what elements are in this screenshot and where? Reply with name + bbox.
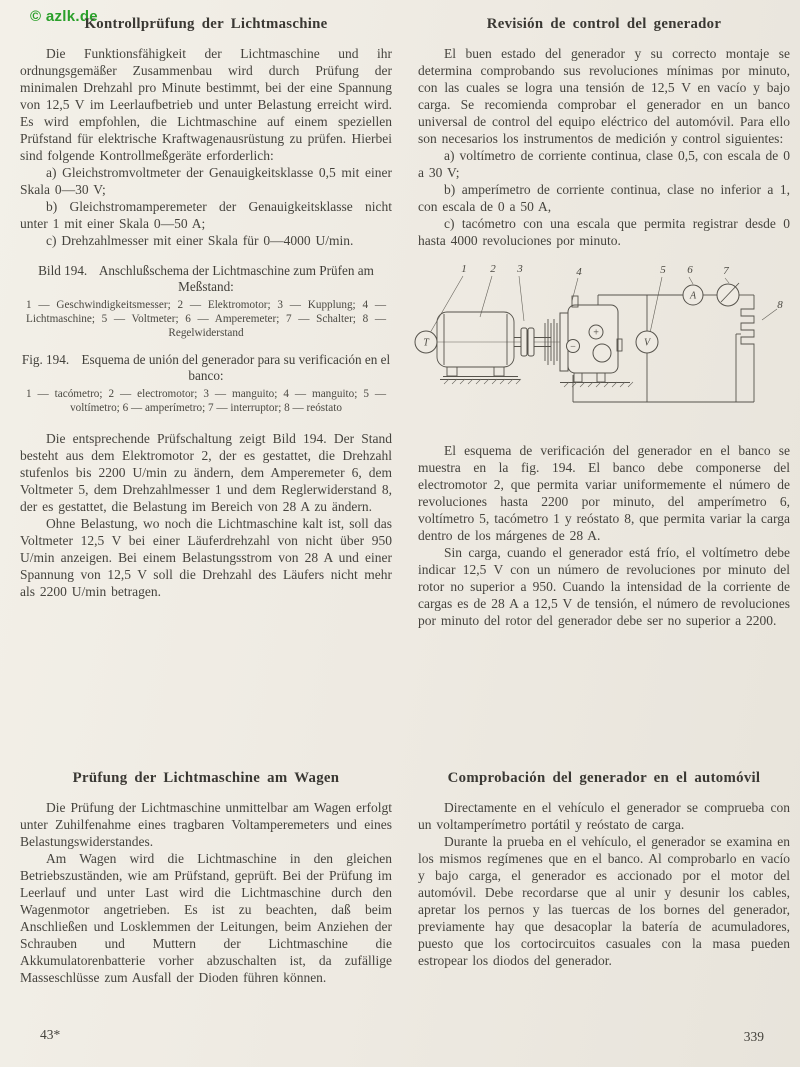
svg-text:V: V [643,337,651,349]
legend-item: 7 — Schalter; [286,312,356,325]
figure-diagram-wrap [410,257,790,434]
list-item-de-c: c) Drehzahlmesser mit einer Skala für 0—4000 U/min. [46,233,354,248]
caption-german [20,263,392,295]
svg-text:T: T [423,337,429,349]
watermark: © azlk.de [30,8,98,25]
paragraph-de-4: Die Prüfung der Lichtmaschine unmittelbar am Wagen erfolgt unter Zuhilfenahme eines tragbaren Voltamperemeters und eines Belastungswiderstandes. [20,800,392,849]
svg-text:6: 6 [687,264,693,276]
switch [717,283,739,306]
paragraph-es-5: Durante la prueba en el vehículo, el generador se examina en los mismos regímenes que en el banco. Al comprobarlo en vacío y bajo carga, el generador es accionado por el motor del automóvil. Debe recordarse que al unir y desunir los cables, apretar los pernos y las tuercas de los bornes del generador, previamente hay que desacoplar la batería de acumuladores, puesto que los cortocircuitos casuales con la masa pueden estropear los diodos del generador. [418,834,790,968]
paragraph-de-1: Die Funktionsfähigkeit der Lichtmaschine und ihr ordnungsgemäßer Zusammenbau wird durch Prüfung der minimalen Drehzahl pro Minute bestimmt, bei der eine Spannung von 12,5 V im Leerlaufbetrieb und unter Belastung erreicht wird. Es wird empfohlen, die Lichtmaschine auf einem speziellen Prüfstand für elektrische Kraftwagenausrüstung zu prüfen. Hierbei sind folgende Kontrollmeßgeräte erforderlich: [20,46,392,163]
legend-item: 4 — Lichtmaschine; [26,299,387,325]
page-number: 339 [743,1029,764,1044]
legend-german [26,299,386,340]
legend-item: 4 — manguito; [283,388,358,401]
paragraph-de-2: Die entsprechende Prüfschaltung zeigt Bild 194. Der Stand besteht aus dem Elektromotor 2, der es gestattet, die Drehzahl stufenlos bis 2200 U/min zu ändern, dem Amperemeter 6, dem Voltmeter 5, dem Drehzahlmesser 1 und dem Reglerwiderstand 8, der es gestattet, die Belastung im Bereich von 28 A zu ändern. [20,430,392,514]
legend-item: 8 — Regelwiderstand [168,312,387,339]
generator [545,296,622,382]
paragraph-es-3: Sin carga, cuando el generador está frío, el voltímetro debe indicar 12,5 V con un número de revoluciones por minuto del rotor no superior a 950. Cuando la intensidad de la corriente de cargas es de 28 A a 12,5 V de tensión, el número de revoluciones por minuto del rotor del generador debe ser no superior a 2200. [418,545,790,628]
tachometer-gauge [415,331,437,353]
svg-text:A: A [689,290,697,302]
right-column-spanish [418,12,790,986]
legend-item: 1 — Geschwindigkeitsmesser; [26,299,171,311]
legend-item: 8 — reóstato [284,402,342,415]
paragraph-es-2: El esquema de verificación del generador en el banco se muestra en la fig. 194. El banco debe componerse del electromotor 2, que permita variar uniformemente el número de revoluciones hasta 2200 por minuto, del amperímetro 6, voltímetro 5, tacómetro 1 y reóstato 8, que permita variar la carga dentro de los márgenes de 28 A. [418,443,790,543]
legend-item: 3 — Kupplung; [277,299,356,311]
caption-german-number: Bild 194. [38,263,88,278]
paragraph-de-3: Ohne Belastung, wo noch die Lichtmaschine kalt ist, soll das Voltmeter 12,5 V bei einer Läuferdrehzahl von nicht über 950 U/min anzeigen. Bei einem Belastungsstrom von 28 A und einer Spannung von 12,5 V soll die Drehzahl des Läufers nicht mehr als 2200 U/min betragen. [20,515,392,599]
ammeter-gauge [683,285,703,305]
left-upper-section [20,16,392,754]
caption-spanish [20,352,392,384]
figure-captions [20,263,392,416]
voltmeter-gauge [636,331,658,353]
legend-item: 5 — voltímetro; [70,388,387,415]
svg-text:+: + [592,327,600,339]
svg-text:5: 5 [660,264,666,276]
svg-text:7: 7 [723,265,729,277]
signature-mark: 43* [40,1027,61,1042]
electric-motor [437,312,562,377]
legend-item: 1 — tacómetro; [26,388,103,401]
rheostat [741,295,754,402]
legend-item: 2 — electromotor; [108,388,198,401]
svg-text:1: 1 [461,263,467,275]
svg-text:8: 8 [777,299,783,311]
legend-item: 7 — interruptor; [208,402,282,415]
heading-spanish-2: Comprobación del generador en el automóvil [447,770,761,786]
legend-item: 5 — Voltmeter; [101,312,179,325]
legend-item: 2 — Elektromotor; [177,299,271,311]
paragraph-es-4: Directamente en el vehículo el generador se comprueba con un voltamperímetro portátil y reóstato de carga. [418,800,790,832]
legend-item: 3 — manguito; [203,388,278,401]
list-item-de-b: b) Gleichstromamperemeter der Genauigkeitsklasse nicht unter 1 mit einer Skala 0—50 A; [20,199,392,231]
svg-text:3: 3 [517,263,523,275]
svg-text:−: − [569,341,577,353]
paragraph-de-5: Am Wagen wird die Lichtmaschine in den gleichen Betriebszuständen, wie am Prüfstand, geprüft. Bei der Prüfung im Leerlauf und unter Last wird die Lichtmaschine durch den Wagenmotor angetrieben. Es ist zu beachten, daß beim Anschließen und Losklemmen der Leitungen, beim Anziehen der Schrauben und Muttern der Lichtmaschine die Akkumulatorenbatterie vorher abzuschalten ist, da zufällige Masseschlüsse zum Ausfall der Dioden führen können. [20,851,392,985]
heading-spanish: Revisión de control del generador [486,16,722,32]
paragraph-es-1: El buen estado del generador y su correcto montaje se determina comprobando sus revoluciones mínimas por minuto, con las cuales se logra una tensión de 12,5 V en vacío y bajo carga. Se recomienda comprobar el generador en un banco universal de control del equipo eléctrico del automóvil. Para ello son necesarios los instrumentos de medición y control siguientes: [418,46,790,146]
list-item-es-b: b) amperímetro de corriente continua, clase no inferior a 1, con escala de 0 a 50 A, [418,182,790,214]
list-item-es-a: a) voltímetro de corriente continua, clase 0,5, con escala de 0 a 30 V; [418,148,790,180]
list-item-de-a: a) Gleichstromvoltmeter der Genauigkeitsklasse 0,5 mit einer Skala 0—30 V; [20,165,392,197]
caption-spanish-text: Esquema de unión del generador para su verificación en el banco: [81,352,391,384]
legend-item: 6 — Amperemeter; [185,312,280,325]
test-bench-schematic-diagram [410,257,790,429]
legend-spanish [26,388,386,416]
right-upper-section [418,16,790,754]
svg-text:2: 2 [490,263,496,275]
left-column-german [20,12,392,986]
legend-item: 6 — amperímetro; [122,402,206,415]
ground-hatching [440,379,633,387]
heading-german-2: Prüfung der Lichtmaschine am Wagen [72,770,340,786]
heading-german: Kontrollprüfung der Lichtmaschine [84,16,328,32]
caption-german-text: Anschlußschema der Lichtmaschine zum Prüfen am Meßstand: [98,263,374,294]
caption-spanish-number: Fig. 194. [21,352,70,368]
svg-text:4: 4 [576,266,582,278]
list-item-es-c: c) tacómetro con una escala que permita registrar desde 0 hasta 4000 revoluciones por minuto. [418,216,790,248]
